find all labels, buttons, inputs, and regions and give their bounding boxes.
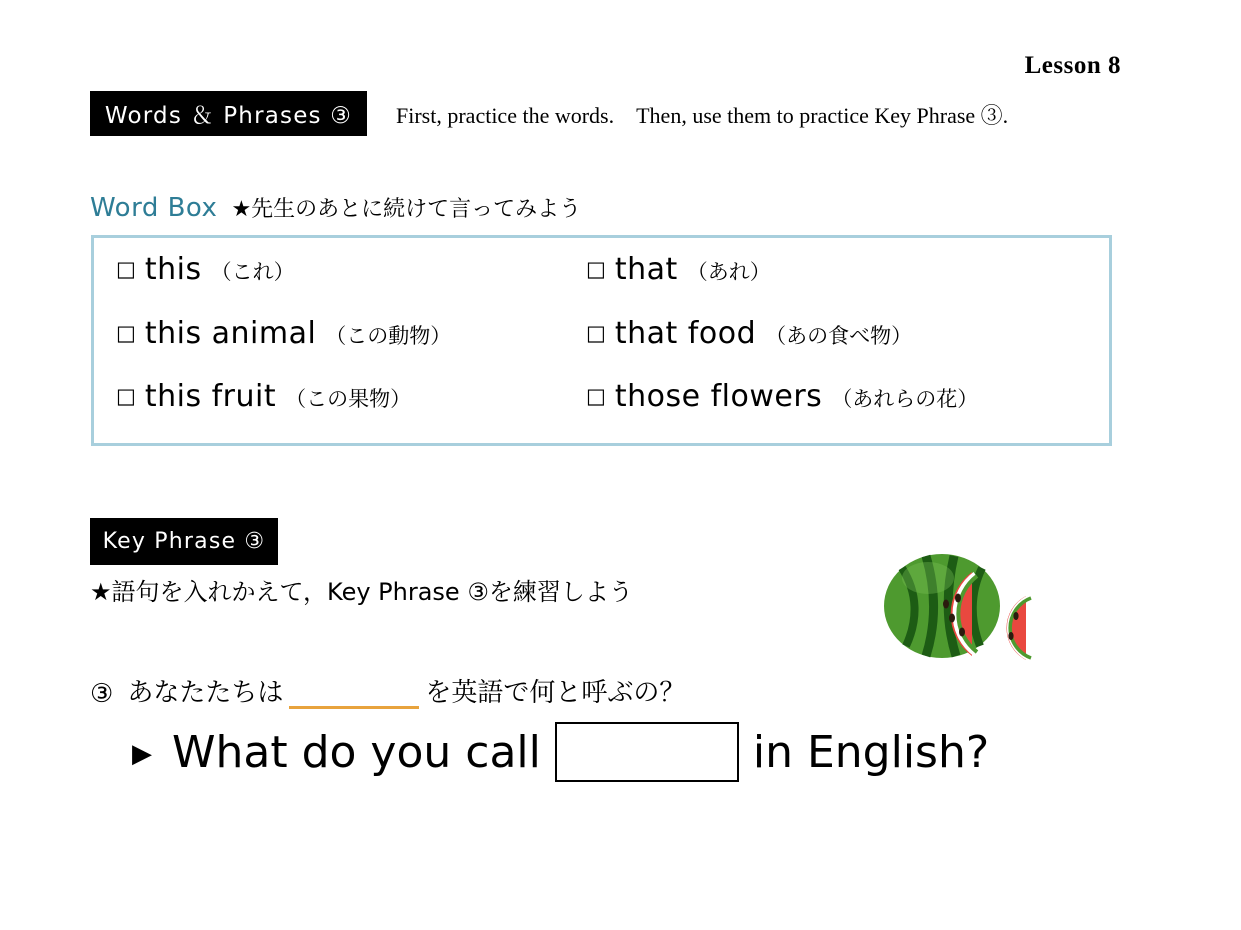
word-japanese: （この果物） [285,387,412,412]
word-japanese: （あの食べ物） [765,323,913,348]
japanese-sentence-after: を英語で何と呼ぶの？ [425,678,686,708]
answer-input-box[interactable] [555,722,739,782]
word-english: those flowers [614,379,823,415]
list-item[interactable] [586,252,1109,316]
checkbox-icon[interactable]: □ [116,257,136,281]
item-number: ③ [90,679,114,709]
word-japanese: （これ） [210,260,295,284]
practice-instruction: First, practice the words. Then, use them to practice Key Phrase ③. [396,103,1009,128]
japanese-sentence-before: あなたたちは [127,678,284,708]
word-box-heading [90,192,581,223]
words-and-phrases-tag: Words ＆ Phrases ③ [90,91,367,136]
japanese-sentence [90,672,685,709]
word-box-grid [94,238,1109,443]
word-japanese: （この動物） [325,323,452,348]
checkbox-icon[interactable]: □ [116,384,136,409]
word-english: this [144,252,202,287]
english-sentence [132,722,989,782]
word-english: this animal [144,315,317,351]
english-sentence-after: in English? [752,726,990,778]
list-item[interactable] [116,252,586,316]
word-japanese: （あれ） [686,260,771,284]
triangle-right-icon: ▶ [132,739,152,769]
key-phrase-tag: Key Phrase ③ [90,518,278,565]
checkbox-icon[interactable]: □ [116,320,136,345]
word-english: that food [614,315,757,351]
list-item[interactable] [116,316,586,380]
word-box-title: Word Box [90,193,218,223]
checkbox-icon[interactable]: □ [586,257,606,281]
checkbox-icon[interactable]: □ [586,320,606,345]
word-japanese: （あれらの花） [831,387,979,412]
key-phrase-instruction: ★語句を入れかえて，Key Phrase ③を練習しよう [90,578,633,606]
lesson-label: Lesson 8 [1024,52,1121,79]
japanese-blank[interactable] [289,678,419,709]
list-item[interactable] [586,379,1109,443]
word-box-subtitle: ★先生のあとに続けて言ってみよう [231,197,582,222]
list-item[interactable] [586,316,1109,380]
english-sentence-before: What do you call [172,726,541,778]
list-item[interactable] [116,379,586,443]
word-box [91,235,1112,446]
word-english: this fruit [144,379,277,415]
watermelon-image [880,548,1065,663]
word-english: that [614,252,678,287]
checkbox-icon[interactable]: □ [586,384,606,409]
